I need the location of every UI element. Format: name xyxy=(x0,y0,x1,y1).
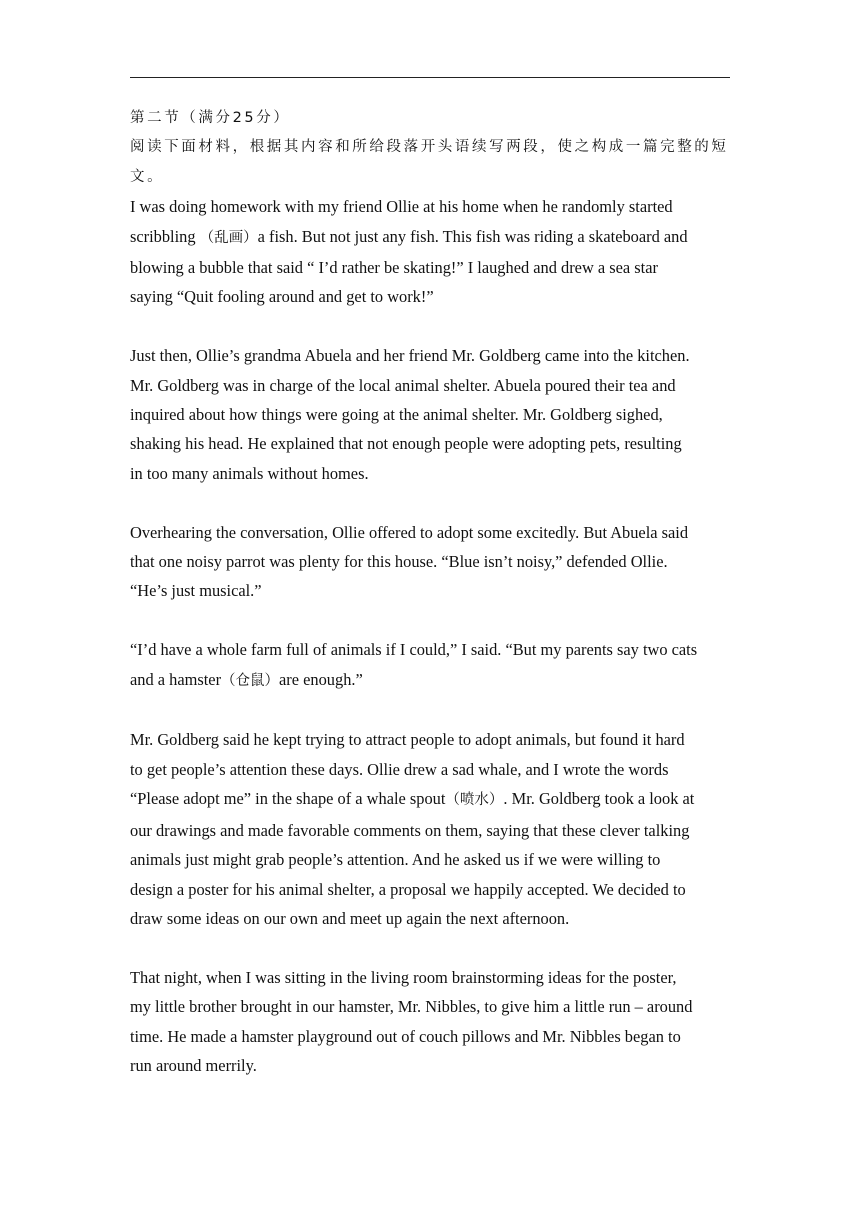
paragraph xyxy=(130,518,732,606)
text-fragment: scribbling xyxy=(130,226,200,246)
header-rule xyxy=(130,77,730,78)
text-line: that one noisy parrot was plenty for this house. “Blue isn’t noisy,” defended Ollie. xyxy=(130,552,668,572)
text-line: saying “Quit fooling around and get to work!” xyxy=(130,287,434,307)
text-line: “I’d have a whole farm full of animals if I could,” I said. “But my parents say two cats xyxy=(130,640,698,660)
text-line: time. He made a hamster playground out of couch pillows and Mr. Nibbles began to xyxy=(130,1026,681,1046)
text-line xyxy=(130,222,732,253)
text-fragment: a fish. But not just any fish. This fish was riding a skateboard and xyxy=(257,226,688,246)
text-line xyxy=(130,665,732,696)
section-header: 第二节（满分25分） xyxy=(130,110,291,126)
instruction-line: 文。 xyxy=(130,168,165,185)
paragraph xyxy=(130,725,732,933)
text-line: Just then, Ollie’s grandma Abuela and her friend Mr. Goldberg came into the kitchen. xyxy=(130,346,690,366)
text-line: Mr. Goldberg said he kept trying to attract people to adopt animals, but found it hard xyxy=(130,730,685,750)
paragraph xyxy=(130,635,732,696)
text-line: animals just might grab people’s attention. And he asked us if we were willing to xyxy=(130,850,661,870)
text-line: I was doing homework with my friend Ollie at his home when he randomly started xyxy=(130,197,673,217)
text-line: blowing a bubble that said “ I’d rather be skating!” I laughed and drew a sea star xyxy=(130,258,658,278)
text-line: run around merrily. xyxy=(130,1055,257,1075)
text-line xyxy=(130,784,732,815)
gloss-note: （乱画） xyxy=(199,229,258,246)
paragraph xyxy=(130,963,732,1081)
paragraph-gap xyxy=(130,933,732,962)
text-line: inquired about how things were going at the animal shelter. Mr. Goldberg sighed, xyxy=(130,405,663,425)
text-line: our drawings and made favorable comments on them, saying that these clever talking xyxy=(130,820,690,840)
text-line: shaking his head. He explained that not enough people were adopting pets, resulting xyxy=(130,434,682,454)
text-line: draw some ideas on our own and meet up again the next afternoon. xyxy=(130,908,570,928)
paragraph-gap xyxy=(130,312,732,341)
text-line: That night, when I was sitting in the living room brainstorming ideas for the poster, xyxy=(130,967,677,987)
paragraph-gap xyxy=(130,488,732,517)
document-body xyxy=(130,104,732,1080)
text-fragment: “Please adopt me” in the shape of a whale spout xyxy=(130,789,446,809)
text-fragment: . Mr. Goldberg took a look at xyxy=(503,789,695,809)
text-line: to get people’s attention these days. Ollie drew a sad whale, and I wrote the words xyxy=(130,759,669,779)
text-line: design a poster for his animal shelter, a proposal we happily accepted. We decided to xyxy=(130,879,686,899)
paragraph-gap xyxy=(130,696,732,725)
text-line: my little brother brought in our hamster, Mr. Nibbles, to give him a little run – around xyxy=(130,997,693,1017)
paragraph xyxy=(130,341,732,488)
text-line: “He’s just musical.” xyxy=(130,581,262,601)
text-line: Overhearing the conversation, Ollie offered to adopt some excitedly. But Abuela said xyxy=(130,522,689,542)
instruction-line: 阅读下面材料，根据其内容和所给段落开头语续写两段，使之构成一篇完整的短 xyxy=(130,139,729,156)
text-fragment: are enough.” xyxy=(279,669,363,689)
paragraph xyxy=(130,192,732,312)
text-fragment: and a hamster xyxy=(130,669,222,689)
gloss-note: （喷水） xyxy=(445,792,504,809)
gloss-note: （仓鼠） xyxy=(221,672,280,689)
text-line: in too many animals without homes. xyxy=(130,463,369,483)
text-line: Mr. Goldberg was in charge of the local animal shelter. Abuela poured their tea and xyxy=(130,375,676,395)
paragraph-gap xyxy=(130,606,732,635)
